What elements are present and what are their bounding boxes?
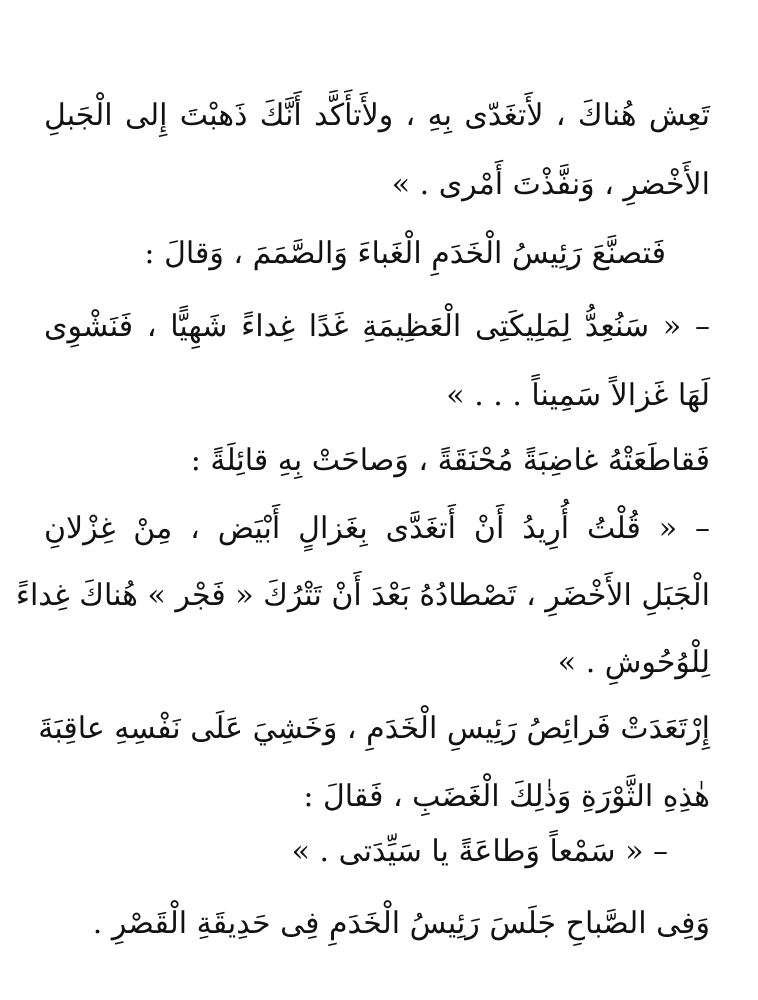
text-line-10: إِرْتَعَدَتْ فَرائِصُ رَئِيسِ الْخَدَمِ ، وَخَشِيَ عَلَى نَفْسِهِ عاقِبَةَ: [38, 711, 710, 746]
text-line-7: – « قُلْتُ أُرِيدُ أَنْ أَتغَدَّى بِغَزالٍ أَبْيَض ، مِنْ غِزْلانِ: [44, 511, 710, 546]
text-line-4: – « سَنُعِدُّ لِمَلِيكَتِى الْعَظِيمَةِ غَدًا غِداءً شَهِيًّا ، فَنَشْوِى: [44, 309, 710, 344]
text-line-13: وَفِى الصَّباحِ جَلَسَ رَئِيسُ الْخَدَمِ فِى حَدِيقَةِ الْقَصْرِ .: [92, 906, 710, 941]
text-line-1: تَعِش هُناكَ ، لأَتغَدّى بِهِ ، ولأَتأَكَّد أَنَّكَ ذَهبْتَ إِلى الْجَبلِ: [44, 98, 710, 133]
text-line-12: – « سَمْعاً وَطاعَةً يا سَيِّدَتى . »: [291, 834, 668, 869]
text-line-5: لَهَا غَزالاً سَمِيناً . . . »: [446, 378, 710, 413]
text-line-8: الْجَبَلِ الأَخْضَرِ ، تَصْطادُهُ بَعْدَ أَنْ تَتْرُكَ « فَجْر » هُناكَ غِداءً: [15, 578, 710, 613]
text-line-11: هٰذِهِ الثَّوْرَةِ وَذٰلِكَ الْغَضَبِ ، فَقالَ :: [303, 779, 710, 814]
text-line-3: فَتصنَّعَ رَئِيسُ الْخَدَمِ الْغَباءَ وَالصَّمَمَ ، وَقالَ :: [144, 236, 666, 271]
text-line-6: فَقاطَعَتْهُ غاضِبَةً مُحْنَقَةً ، وَصاحَتْ بِهِ قائِلَةً :: [190, 443, 710, 478]
text-line-2: الأَخْضرِ ، وَنفَّذْتَ أَمْرى . »: [391, 167, 710, 202]
text-line-9: لِلْوُحُوشِ . »: [557, 645, 710, 680]
